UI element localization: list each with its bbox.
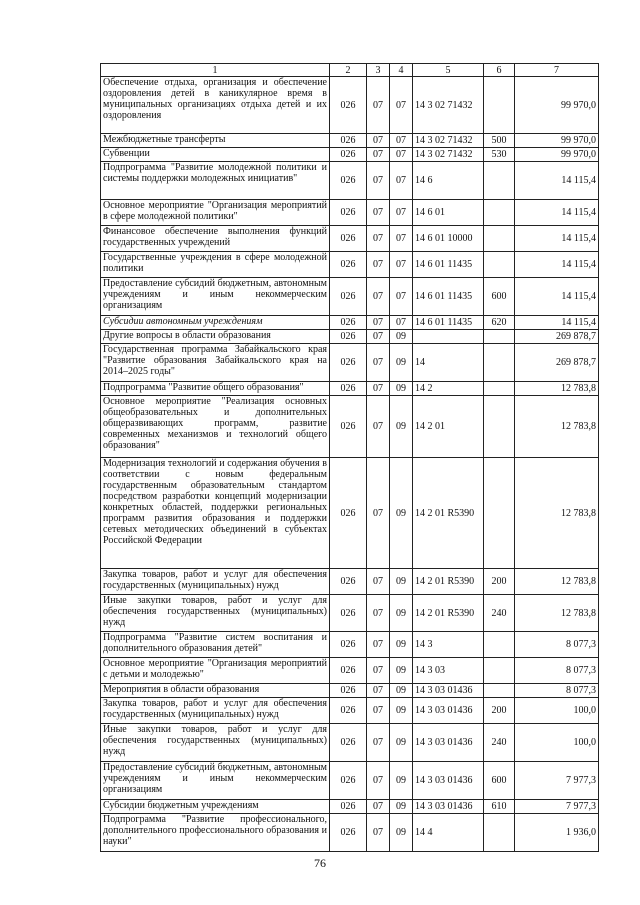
amount-cell: 1 936,0 — [515, 814, 599, 852]
code-cell: 026 — [330, 396, 367, 458]
section-cell: 07 — [367, 569, 390, 595]
section-cell: 07 — [367, 226, 390, 252]
budget-table-sheet — [100, 63, 598, 852]
section-cell: 07 — [367, 134, 390, 148]
section-cell: 07 — [367, 724, 390, 762]
amount-cell: 99 970,0 — [515, 148, 599, 162]
code-cell: 026 — [330, 162, 367, 200]
amount-cell: 12 783,8 — [515, 569, 599, 595]
code-cell: 026 — [330, 148, 367, 162]
code-cell: 026 — [330, 569, 367, 595]
amount-cell: 99 970,0 — [515, 77, 599, 134]
amount-cell: 12 783,8 — [515, 382, 599, 396]
expense-type-cell — [484, 814, 515, 852]
table-row — [101, 698, 599, 724]
code-cell: 026 — [330, 800, 367, 814]
row-name-cell: Подпрограмма "Развитие профессионального, дополнительного профессионального образования и науки" — [101, 814, 330, 852]
target-article-cell: 14 3 02 71432 — [413, 134, 484, 148]
row-name-cell: Иные закупки товаров, работ и услуг для обеспечения государственных (муниципальных) нужд — [101, 595, 330, 632]
target-article-cell: 14 2 — [413, 382, 484, 396]
section-cell: 07 — [367, 200, 390, 226]
code-cell: 026 — [330, 77, 367, 134]
row-name-cell: Закупка товаров, работ и услуг для обеспечения государственных (муниципальных) нужд — [101, 569, 330, 595]
section-cell: 07 — [367, 396, 390, 458]
amount-cell: 8 077,3 — [515, 632, 599, 658]
section-cell: 07 — [367, 316, 390, 330]
header-cell: 1 — [101, 64, 330, 77]
code-cell: 026 — [330, 278, 367, 316]
target-article-cell — [413, 330, 484, 344]
target-article-cell: 14 6 01 11435 — [413, 278, 484, 316]
row-name-cell: Субвенции — [101, 148, 330, 162]
expense-type-cell: 240 — [484, 724, 515, 762]
target-article-cell: 14 3 03 01436 — [413, 800, 484, 814]
code-cell: 026 — [330, 684, 367, 698]
target-article-cell: 14 3 03 01436 — [413, 698, 484, 724]
code-cell: 026 — [330, 632, 367, 658]
code-cell: 026 — [330, 316, 367, 330]
subsection-cell: 09 — [390, 800, 413, 814]
table-header-row — [101, 64, 599, 77]
subsection-cell: 07 — [390, 278, 413, 316]
table-row — [101, 200, 599, 226]
header-cell: 4 — [390, 64, 413, 77]
subsection-cell: 09 — [390, 762, 413, 800]
section-cell: 07 — [367, 458, 390, 569]
target-article-cell: 14 4 — [413, 814, 484, 852]
table-row — [101, 252, 599, 278]
code-cell: 026 — [330, 200, 367, 226]
row-name-cell: Обеспечение отдыха, организация и обеспечение оздоровления детей в каникулярное время в муниципальных организациях отдыха детей и их оздоровления — [101, 77, 330, 134]
subsection-cell: 09 — [390, 724, 413, 762]
subsection-cell: 09 — [390, 458, 413, 569]
row-name-cell: Основное мероприятие "Реализация основных общеобразовательных и дополнительных общеразвивающих программ, развитие современных механизмов и технологий общего образования" — [101, 396, 330, 458]
subsection-cell: 09 — [390, 658, 413, 684]
amount-cell: 14 115,4 — [515, 278, 599, 316]
section-cell: 07 — [367, 278, 390, 316]
header-cell: 2 — [330, 64, 367, 77]
row-name-cell: Субсидии автономным учреждениям — [101, 316, 330, 330]
target-article-cell: 14 2 01 R5390 — [413, 458, 484, 569]
amount-cell: 14 115,4 — [515, 316, 599, 330]
table-row — [101, 77, 599, 134]
code-cell: 026 — [330, 458, 367, 569]
table-row — [101, 382, 599, 396]
table-row — [101, 226, 599, 252]
amount-cell: 12 783,8 — [515, 595, 599, 632]
header-cell: 3 — [367, 64, 390, 77]
table-row — [101, 330, 599, 344]
row-name-cell: Предоставление субсидий бюджетным, автономным учреждениям и иным некоммерческим организациям — [101, 762, 330, 800]
header-cell: 5 — [413, 64, 484, 77]
table-row — [101, 658, 599, 684]
table-row — [101, 569, 599, 595]
code-cell: 026 — [330, 658, 367, 684]
table-row — [101, 684, 599, 698]
target-article-cell: 14 3 — [413, 632, 484, 658]
code-cell: 026 — [330, 724, 367, 762]
expense-type-cell: 200 — [484, 698, 515, 724]
code-cell: 026 — [330, 344, 367, 382]
section-cell: 07 — [367, 814, 390, 852]
header-cell: 6 — [484, 64, 515, 77]
target-article-cell: 14 6 — [413, 162, 484, 200]
target-article-cell: 14 3 03 01436 — [413, 684, 484, 698]
subsection-cell: 07 — [390, 252, 413, 278]
subsection-cell: 09 — [390, 396, 413, 458]
expense-type-cell: 500 — [484, 134, 515, 148]
expense-type-cell — [484, 330, 515, 344]
table-row — [101, 632, 599, 658]
row-name-cell: Межбюджетные трансферты — [101, 134, 330, 148]
section-cell: 07 — [367, 162, 390, 200]
code-cell: 026 — [330, 330, 367, 344]
subsection-cell: 07 — [390, 316, 413, 330]
target-article-cell: 14 3 03 — [413, 658, 484, 684]
amount-cell: 14 115,4 — [515, 252, 599, 278]
section-cell: 07 — [367, 684, 390, 698]
section-cell: 07 — [367, 77, 390, 134]
amount-cell: 8 077,3 — [515, 684, 599, 698]
code-cell: 026 — [330, 252, 367, 278]
expense-type-cell: 600 — [484, 762, 515, 800]
expense-type-cell — [484, 252, 515, 278]
section-cell: 07 — [367, 595, 390, 632]
amount-cell: 269 878,7 — [515, 344, 599, 382]
expense-type-cell — [484, 632, 515, 658]
amount-cell: 100,0 — [515, 724, 599, 762]
expense-type-cell: 620 — [484, 316, 515, 330]
row-name-cell: Закупка товаров, работ и услуг для обеспечения государственных (муниципальных) нужд — [101, 698, 330, 724]
amount-cell: 14 115,4 — [515, 226, 599, 252]
table-row — [101, 278, 599, 316]
table-row — [101, 800, 599, 814]
row-name-cell: Финансовое обеспечение выполнения функций государственных учреждений — [101, 226, 330, 252]
table-row — [101, 162, 599, 200]
amount-cell: 7 977,3 — [515, 800, 599, 814]
expense-type-cell — [484, 226, 515, 252]
section-cell: 07 — [367, 330, 390, 344]
section-cell: 07 — [367, 800, 390, 814]
expense-type-cell — [484, 658, 515, 684]
amount-cell: 7 977,3 — [515, 762, 599, 800]
amount-cell: 12 783,8 — [515, 396, 599, 458]
amount-cell: 12 783,8 — [515, 458, 599, 569]
table-row — [101, 595, 599, 632]
row-name-cell: Иные закупки товаров, работ и услуг для обеспечения государственных (муниципальных) нужд — [101, 724, 330, 762]
table-row — [101, 148, 599, 162]
header-cell: 7 — [515, 64, 599, 77]
expense-type-cell: 600 — [484, 278, 515, 316]
row-name-cell: Мероприятия в области образования — [101, 684, 330, 698]
row-name-cell: Государственные учреждения в сфере молодежной политики — [101, 252, 330, 278]
expense-type-cell — [484, 162, 515, 200]
target-article-cell: 14 3 03 01436 — [413, 762, 484, 800]
amount-cell: 14 115,4 — [515, 162, 599, 200]
table-row — [101, 134, 599, 148]
target-article-cell: 14 6 01 11435 — [413, 252, 484, 278]
budget-table — [100, 63, 599, 852]
target-article-cell: 14 6 01 11435 — [413, 316, 484, 330]
target-article-cell: 14 2 01 R5390 — [413, 595, 484, 632]
subsection-cell: 07 — [390, 148, 413, 162]
target-article-cell: 14 3 02 71432 — [413, 148, 484, 162]
expense-type-cell — [484, 344, 515, 382]
table-row — [101, 344, 599, 382]
row-name-cell: Подпрограмма "Развитие общего образования" — [101, 382, 330, 396]
section-cell: 07 — [367, 382, 390, 396]
amount-cell: 14 115,4 — [515, 200, 599, 226]
code-cell: 026 — [330, 134, 367, 148]
expense-type-cell: 530 — [484, 148, 515, 162]
row-name-cell: Предоставление субсидий бюджетным, автономным учреждениям и иным некоммерческим организациям — [101, 278, 330, 316]
subsection-cell: 07 — [390, 226, 413, 252]
subsection-cell: 07 — [390, 77, 413, 134]
target-article-cell: 14 — [413, 344, 484, 382]
subsection-cell: 07 — [390, 162, 413, 200]
subsection-cell: 09 — [390, 698, 413, 724]
expense-type-cell: 200 — [484, 569, 515, 595]
table-row — [101, 762, 599, 800]
subsection-cell: 07 — [390, 134, 413, 148]
subsection-cell: 09 — [390, 684, 413, 698]
amount-cell: 99 970,0 — [515, 134, 599, 148]
subsection-cell: 09 — [390, 814, 413, 852]
expense-type-cell — [484, 684, 515, 698]
section-cell: 07 — [367, 632, 390, 658]
subsection-cell: 09 — [390, 330, 413, 344]
subsection-cell: 07 — [390, 200, 413, 226]
code-cell: 026 — [330, 382, 367, 396]
row-name-cell: Основное мероприятие "Организация мероприятий с детьми и молодежью" — [101, 658, 330, 684]
expense-type-cell — [484, 382, 515, 396]
section-cell: 07 — [367, 698, 390, 724]
section-cell: 07 — [367, 762, 390, 800]
subsection-cell: 09 — [390, 632, 413, 658]
code-cell: 026 — [330, 762, 367, 800]
subsection-cell: 09 — [390, 569, 413, 595]
table-row — [101, 396, 599, 458]
expense-type-cell: 240 — [484, 595, 515, 632]
expense-type-cell — [484, 396, 515, 458]
subsection-cell: 09 — [390, 595, 413, 632]
code-cell: 026 — [330, 595, 367, 632]
row-name-cell: Подпрограмма "Развитие систем воспитания и дополнительного образования детей" — [101, 632, 330, 658]
table-row — [101, 724, 599, 762]
code-cell: 026 — [330, 226, 367, 252]
expense-type-cell — [484, 77, 515, 134]
subsection-cell: 09 — [390, 344, 413, 382]
section-cell: 07 — [367, 344, 390, 382]
page-number: 76 — [314, 856, 326, 870]
subsection-cell: 09 — [390, 382, 413, 396]
row-name-cell: Подпрограмма "Развитие молодежной политики и системы поддержки молодежных инициатив" — [101, 162, 330, 200]
target-article-cell: 14 6 01 10000 — [413, 226, 484, 252]
section-cell: 07 — [367, 148, 390, 162]
row-name-cell: Субсидии бюджетным учреждениям — [101, 800, 330, 814]
row-name-cell: Модернизация технологий и содержания обучения в соответствии с новым федеральным государственным образовательным стандартом посредством разработки концепций модернизации конкретных областей, поддержки региональных программ развития образования и поддержки сетевых методических объединений в субъектах Российской Федерации — [101, 458, 330, 569]
amount-cell: 100,0 — [515, 698, 599, 724]
table-row — [101, 316, 599, 330]
row-name-cell: Другие вопросы в области образования — [101, 330, 330, 344]
code-cell: 026 — [330, 698, 367, 724]
target-article-cell: 14 2 01 — [413, 396, 484, 458]
table-row — [101, 814, 599, 852]
row-name-cell: Основное мероприятие "Организация мероприятий в сфере молодежной политики" — [101, 200, 330, 226]
target-article-cell: 14 6 01 — [413, 200, 484, 226]
amount-cell: 8 077,3 — [515, 658, 599, 684]
target-article-cell: 14 3 02 71432 — [413, 77, 484, 134]
table-row — [101, 458, 599, 569]
target-article-cell: 14 3 03 01436 — [413, 724, 484, 762]
section-cell: 07 — [367, 658, 390, 684]
section-cell: 07 — [367, 252, 390, 278]
row-name-cell: Государственная программа Забайкальского края "Развитие образования Забайкальского края на 2014–2025 годы" — [101, 344, 330, 382]
expense-type-cell — [484, 200, 515, 226]
code-cell: 026 — [330, 814, 367, 852]
expense-type-cell: 610 — [484, 800, 515, 814]
target-article-cell: 14 2 01 R5390 — [413, 569, 484, 595]
expense-type-cell — [484, 458, 515, 569]
amount-cell: 269 878,7 — [515, 330, 599, 344]
